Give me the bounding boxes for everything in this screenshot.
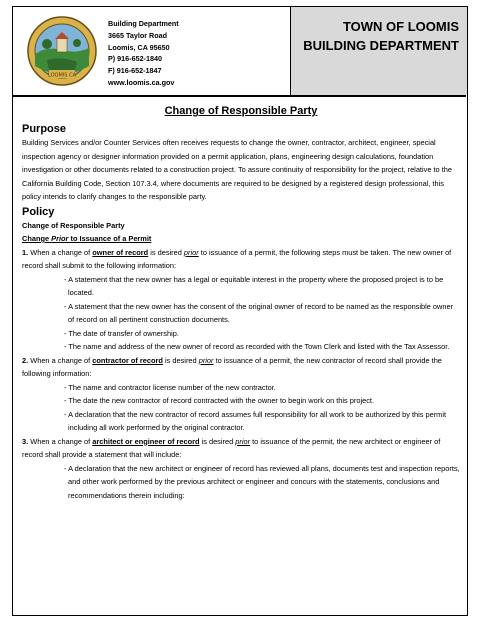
bullet: - A statement that the new owner has the consent of the original owner of record to be named as the responsible owner of record on all pertinent construction documents. xyxy=(64,301,454,324)
bullet: - The name and contractor license number of the new contractor. xyxy=(64,382,276,392)
policy-heading: Policy xyxy=(22,205,55,218)
item-2-key: contractor of record xyxy=(92,355,163,365)
item-2-post: to issuance of a permit, the new contractor of record shall provide the following information: xyxy=(22,355,442,378)
item-1-post: to issuance of a permit, the following steps must be taken. The new owner of record shall submit to the following information: xyxy=(22,247,452,270)
city: Loomis, CA 95650 xyxy=(108,42,170,52)
section-prior: Prior xyxy=(51,234,69,243)
bullet: - A statement that the new owner has a legal or equitable interest in the property where the proposed project is to be located. xyxy=(64,274,444,297)
bullet: - A declaration that the new contractor of record assumes full responsibility for all work to be authorized by this permit including all work performed by the original contractor. xyxy=(64,409,447,432)
website-link[interactable]: www.loomis.ca.gov xyxy=(108,77,175,87)
section-heading xyxy=(22,232,460,246)
dept-name: Building Department xyxy=(108,19,179,28)
item-2-mid: is desired xyxy=(165,355,197,365)
document-body xyxy=(22,105,460,502)
phone: P) 916-652-1840 xyxy=(108,54,162,64)
address: 3665 Taylor Road xyxy=(108,30,167,40)
policy-subheading: Change of Responsible Party xyxy=(22,220,125,230)
bullet: - A declaration that the new architect or engineer of record has reviewed all plans, documents test and inspection reports, and other work performed by the previous architect or engineer and concurs with the statements, conclusions and recommendations therein including: xyxy=(64,463,460,500)
item-2-num: 2. xyxy=(22,355,29,365)
town-title xyxy=(303,17,459,55)
fax: F) 916-652-1847 xyxy=(108,66,162,76)
section-change: Change xyxy=(22,234,50,243)
item-1-pre: When a change of xyxy=(30,247,91,257)
purpose-text: Building Services and/or Counter Services often receives requests to change the owner, contractor, architect, engineer, special inspection agency or designer information provided on a permit application, plans, engineering design calculations, foundation investigation or other documents related to a construction project. To assure continuity of responsibility for the project, relative to the California Building Code, Section 107.3.4, where documents are required to be designed by a registered design professional, this policy intends to clarify changes to the responsible party. xyxy=(22,138,452,201)
department-name: BUILDING DEPARTMENT xyxy=(303,38,459,53)
item-1-num: 1. xyxy=(22,247,29,257)
seal-text: LOOMIS CA xyxy=(48,72,76,79)
item-1 xyxy=(22,246,460,273)
purpose-heading: Purpose xyxy=(22,123,67,135)
bullet: - The date the new contractor of record contracted with the owner to begin work on this project. xyxy=(64,396,375,405)
contact-block xyxy=(108,18,179,89)
item-3-post: to issuance of the permit, the new architect or engineer of record shall provide a statement that will include: xyxy=(22,436,441,459)
bullet: - The name and address of the new owner of record as recorded with the Town Clerk and listed with the Tax Assessor. xyxy=(64,342,450,351)
item-3-prior: prior xyxy=(235,436,251,446)
letterhead xyxy=(13,7,466,97)
bullet: - The date of transfer of ownership. xyxy=(64,328,179,338)
item-3-num: 3. xyxy=(22,436,29,446)
item-2-pre: When a change of xyxy=(30,355,91,365)
item-3-mid: is desired xyxy=(201,436,234,446)
town-title-box xyxy=(290,7,467,95)
town-name: TOWN OF LOOMIS xyxy=(342,19,459,34)
item-3-key: architect or engineer of record xyxy=(92,436,200,446)
section-rest: to Issuance of a Permit xyxy=(70,234,152,243)
item-1-mid: is desired xyxy=(150,247,182,257)
document-page xyxy=(12,6,468,616)
item-3 xyxy=(22,435,460,462)
item-2 xyxy=(22,354,460,381)
item-1-prior: prior xyxy=(183,247,199,257)
town-seal-logo xyxy=(27,16,97,86)
document-title: Change of Responsible Party xyxy=(164,105,318,117)
item-2-prior: prior xyxy=(198,355,214,365)
item-3-pre: When a change of xyxy=(30,436,91,446)
item-1-key: owner of record xyxy=(92,247,149,257)
